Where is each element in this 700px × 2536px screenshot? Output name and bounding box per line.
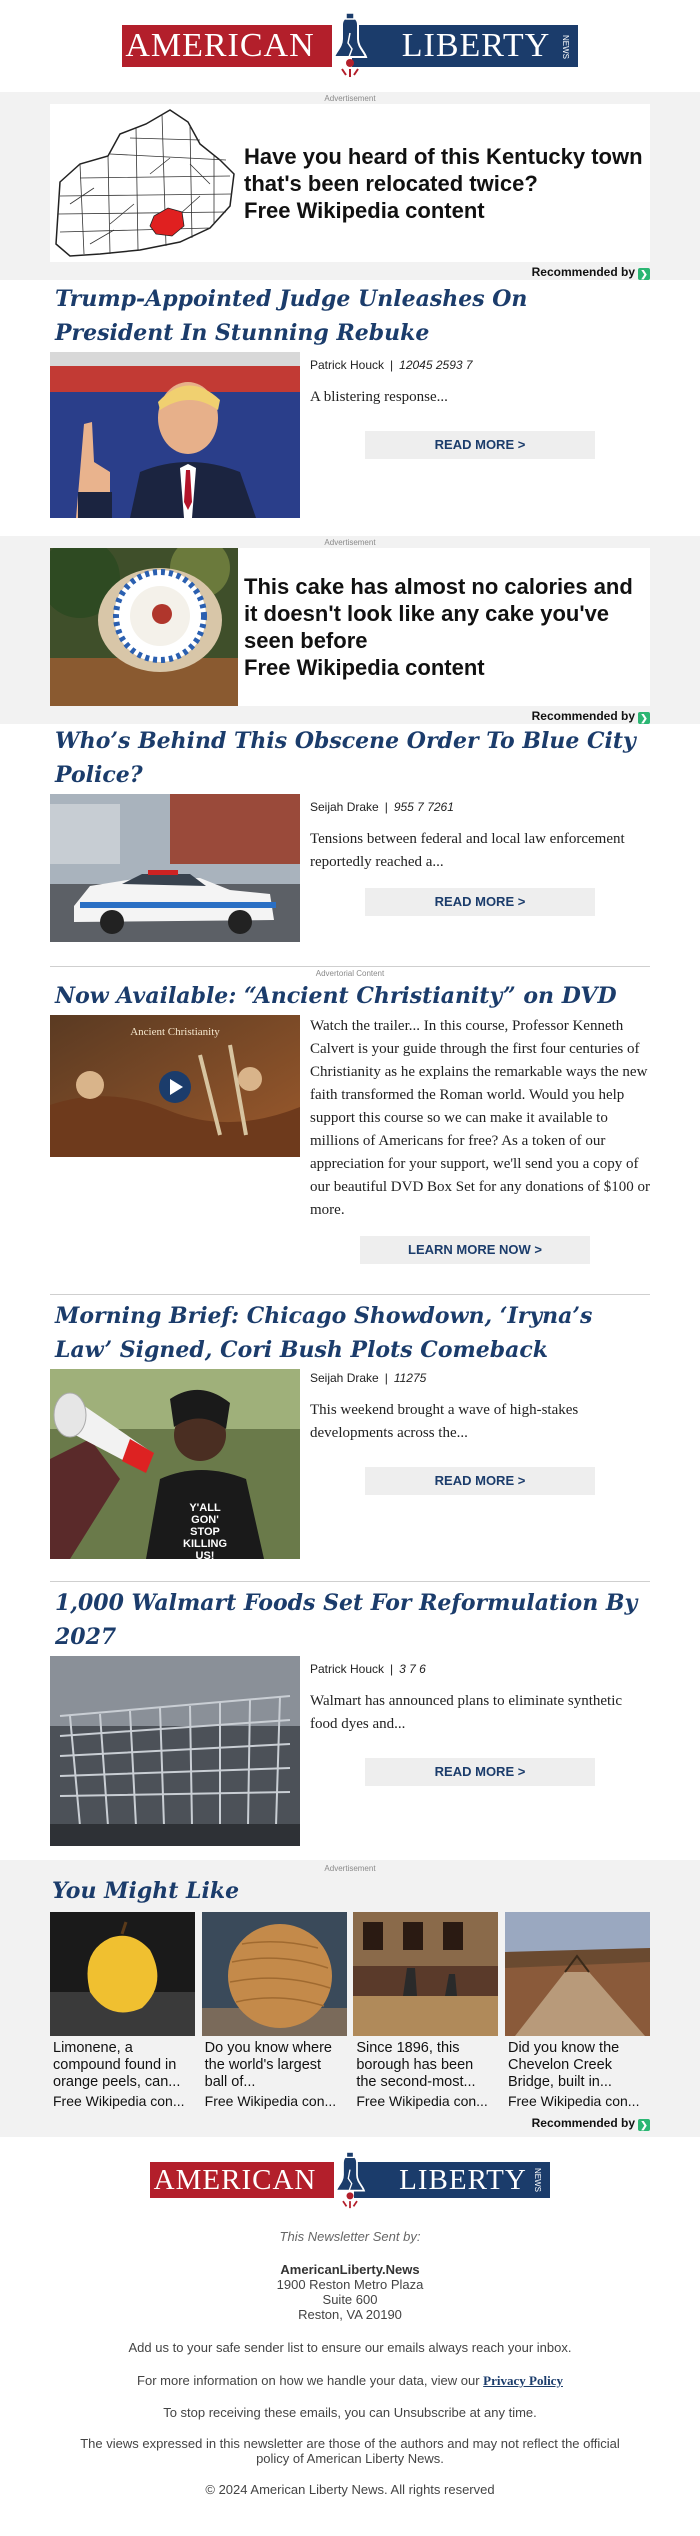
article-headline[interactable]: Morning Brief: Chicago Showdown, ‘Iryna’s Law’ Signed, Cori Bush Plots Comeback xyxy=(55,1303,593,1363)
article-excerpt: Walmart has announced plans to eliminate synthetic food dyes and... xyxy=(310,1693,623,1732)
article-4 xyxy=(50,1299,650,1559)
recommendation-card[interactable] xyxy=(50,1912,195,2109)
data-info-text: For more information on how we handle your data, view our xyxy=(137,2373,480,2388)
recommendation-caption: Do you know where the world's largest ball of... xyxy=(204,2040,332,2090)
revcontent-icon: ❯ xyxy=(638,2119,650,2131)
read-more-button[interactable]: READ MORE > xyxy=(365,1467,595,1495)
sent-by-label: This Newsletter Sent by: xyxy=(279,2229,421,2244)
safe-sender-note: Add us to your safe sender list to ensure our emails always reach your inbox. xyxy=(128,2340,572,2355)
recommended-by[interactable] xyxy=(50,708,650,724)
recommended-label: Recommended by xyxy=(531,265,635,279)
recommendation-card[interactable] xyxy=(202,1912,347,2109)
article-headline[interactable]: Now Available: “Ancient Christianity” on DVD xyxy=(55,983,617,1009)
recommendation-source: Free Wikipedia con... xyxy=(53,2093,185,2109)
address-line-3: Reston, VA 20190 xyxy=(298,2307,402,2322)
recommended-label: Recommended by xyxy=(531,2116,635,2130)
shopping-carts-photo[interactable] xyxy=(50,1656,300,1846)
ad-block-2 xyxy=(0,536,700,724)
learn-more-button[interactable]: LEARN MORE NOW > xyxy=(360,1236,590,1264)
trump-photo[interactable] xyxy=(50,352,300,518)
cake-photo xyxy=(50,548,238,706)
recommendation-source: Free Wikipedia con... xyxy=(356,2093,488,2109)
recommended-label: Recommended by xyxy=(531,709,635,723)
footer-logo[interactable] xyxy=(150,2158,550,2202)
article-excerpt: Watch the trailer... In this course, Professor Kenneth Calvert is your guide through the first four centuries of Christianity as he explains the remarkable ways the new faith transformed the Roman world. Would you help support this course so we can make it available to millions of Americans for free? As a token of our appreciation for your support, we'll send you a copy of our beautiful DVD Box Set for any donations of $100 or more. xyxy=(310,1018,650,1218)
ad-card-kentucky[interactable] xyxy=(50,104,650,262)
ad-text xyxy=(238,143,650,224)
header xyxy=(0,0,700,92)
copyright: © 2024 American Liberty News. All rights reserved xyxy=(205,2482,495,2497)
ad-source: Free Wikipedia content xyxy=(244,197,485,223)
logo-news-tag: NEWS xyxy=(561,35,570,59)
author-name: Patrick Houck xyxy=(310,358,385,372)
article-excerpt: A blistering response... xyxy=(310,389,448,405)
byline: Patrick Houck | 12045 2593 7 xyxy=(310,358,473,372)
article-headline[interactable]: 1,000 Walmart Foods Set For Reformulation By 2027 xyxy=(55,1590,638,1650)
recommendation-source: Free Wikipedia con... xyxy=(204,2093,337,2109)
revcontent-icon: ❯ xyxy=(638,268,650,280)
shirt-text: Y'ALL GON' STOP KILLING US! xyxy=(183,1502,227,1559)
disclaimer: The views expressed in this newsletter are those of the authors and may not reflect the official policy of American Liberty News. xyxy=(80,2436,620,2466)
read-more-button[interactable]: READ MORE > xyxy=(365,431,595,459)
footer xyxy=(0,2229,700,2497)
recommendation-caption: Since 1896, this borough has been the second-most... xyxy=(356,2040,476,2090)
ad-text xyxy=(238,573,650,681)
ad-card-cake[interactable] xyxy=(50,548,650,706)
read-more-button[interactable]: READ MORE > xyxy=(365,1758,595,1786)
logo-right-word xyxy=(354,2162,550,2198)
article-headline[interactable]: Trump-Appointed Judge Unleashes On President In Stunning Rebuke xyxy=(55,286,528,346)
view-count: 955 7 7261 xyxy=(393,800,454,814)
liberty-bell-icon xyxy=(326,13,374,79)
ad-headline: Have you heard of this Kentucky town that's been relocated twice? xyxy=(244,143,643,196)
address-line-1: 1900 Reston Metro Plaza xyxy=(276,2277,424,2292)
footer-logo-area xyxy=(0,2137,700,2223)
yellow-fruit-image xyxy=(50,1912,195,2036)
article-2 xyxy=(50,724,650,942)
protester-photo[interactable] xyxy=(50,1369,300,1559)
article-excerpt: This weekend brought a wave of high-stakes developments across the... xyxy=(310,1402,579,1441)
logo-left-word: AMERICAN xyxy=(150,2162,334,2198)
byline: Patrick Houck | 3 7 6 xyxy=(310,1662,426,1676)
article-1 xyxy=(50,282,650,518)
section-divider xyxy=(50,1581,650,1582)
ad-block-1 xyxy=(0,92,700,280)
byline: Seijah Drake | 955 7 7261 xyxy=(310,800,454,814)
old-street-image xyxy=(353,1912,498,2036)
you-might-like xyxy=(0,1860,700,2137)
address-line-2: Suite 600 xyxy=(322,2292,378,2307)
author-name: Seijah Drake xyxy=(310,1371,379,1385)
section-divider xyxy=(50,1294,650,1295)
police-car-photo[interactable] xyxy=(50,794,300,942)
ad-label: Advertisement xyxy=(324,538,376,547)
logo-right-text: LIBERTY xyxy=(401,27,551,64)
author-name: Seijah Drake xyxy=(310,800,379,814)
section-divider xyxy=(50,966,650,967)
bridge-image xyxy=(505,1912,650,2036)
recommended-by[interactable] xyxy=(50,264,650,280)
logo-news-tag: NEWS xyxy=(533,2168,542,2192)
revcontent-icon: ❯ xyxy=(638,712,650,724)
recommended-by[interactable] xyxy=(50,2115,650,2131)
article-5 xyxy=(50,1586,650,1846)
twine-ball-image xyxy=(202,1912,347,2036)
data-info xyxy=(70,2373,630,2389)
view-count: 12045 2593 7 xyxy=(399,358,473,372)
liberty-bell-icon xyxy=(329,2152,371,2210)
logo-right-word xyxy=(352,25,578,67)
kentucky-map-image xyxy=(50,104,238,262)
advertorial-label: Advertorial Content xyxy=(315,969,385,978)
recommendation-source: Free Wikipedia con... xyxy=(507,2093,640,2109)
company-name: AmericanLiberty.News xyxy=(280,2262,420,2277)
ad-headline: This cake has almost no calories and it doesn't look like any cake you've seen before xyxy=(244,574,633,653)
logo-right-text: LIBERTY xyxy=(399,2163,527,2196)
author-name: Patrick Houck xyxy=(310,1662,385,1676)
ad-label: Advertisement xyxy=(324,94,376,103)
logo-left-word: AMERICAN xyxy=(122,25,332,67)
recommendation-caption: Did you know the Chevelon Creek Bridge, built in... xyxy=(507,2040,620,2090)
byline: Seijah Drake | 11275 xyxy=(310,1371,427,1385)
ad-label: Advertisement xyxy=(324,1864,376,1873)
site-logo[interactable] xyxy=(122,21,578,71)
recommendation-caption: Limonene, a compound found in orange peels, can... xyxy=(53,2040,181,2090)
recommendation-card[interactable] xyxy=(505,1912,650,2109)
article-headline[interactable]: Who’s Behind This Obscene Order To Blue City Police? xyxy=(55,728,636,788)
you-might-like-title: You Might Like xyxy=(52,1878,240,1904)
read-more-button[interactable]: READ MORE > xyxy=(365,888,595,916)
view-count: 3 7 6 xyxy=(399,1662,426,1676)
recommendation-card[interactable] xyxy=(353,1912,498,2109)
view-count: 11275 xyxy=(393,1371,427,1385)
article-excerpt: Tensions between federal and local law enforcement reportedly reached a... xyxy=(310,831,625,870)
privacy-policy-link[interactable]: Privacy Policy xyxy=(483,2373,563,2388)
unsubscribe-note[interactable]: To stop receiving these emails, you can Unsubscribe at any time. xyxy=(163,2405,537,2420)
article-advertorial xyxy=(50,969,650,1264)
ad-source: Free Wikipedia content xyxy=(244,655,485,680)
